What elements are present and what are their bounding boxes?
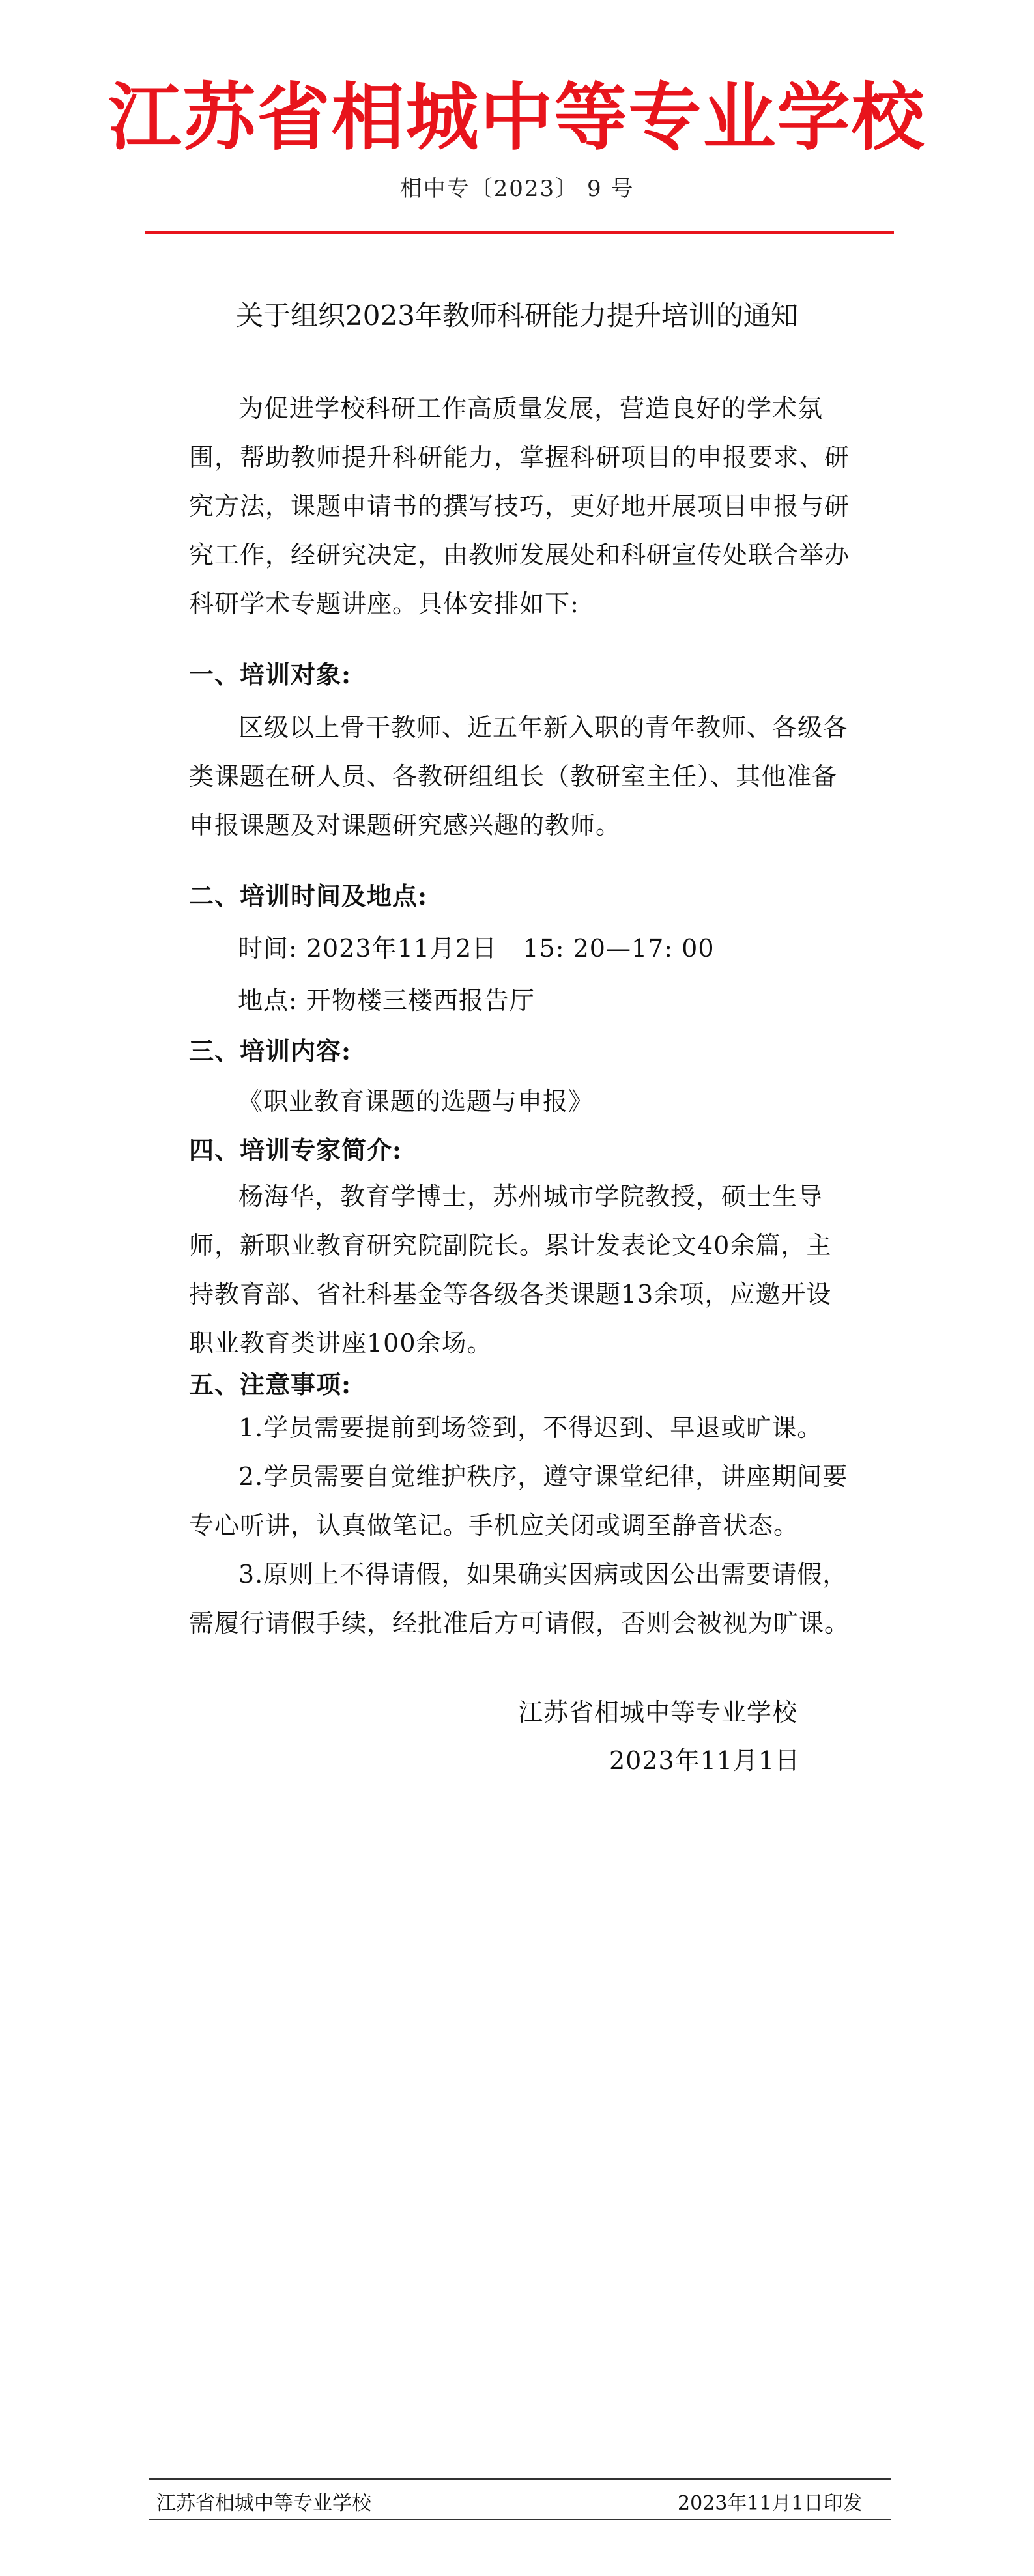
notes-list: [189, 1404, 854, 1648]
section-heading-notes: 五、注意事项:: [189, 1370, 352, 1399]
audience-text: 区级以上骨干教师、近五年新入职的青年教师、各级各类课题在研人员、各教研组组长（教研室主任）、其他准备申报课题及对课题研究感兴趣的教师。: [189, 713, 849, 840]
section-heading-expert: 四、培训专家简介:: [189, 1135, 403, 1165]
section-audience-body: [189, 703, 854, 850]
footer-bottom-rule: [149, 2519, 891, 2520]
masthead-red-rule: [145, 231, 894, 234]
section-heading-time-place: 二、培训时间及地点:: [189, 881, 428, 911]
note-item: 2.学员需要自觉维护秩序，遵守课堂纪律，讲座期间要专心听讲，认真做笔记。手机应关闭或调至静音状态。: [189, 1462, 848, 1540]
note-item: 1.学员需要提前到场签到，不得迟到、早退或旷课。: [238, 1413, 823, 1442]
masthead-school-name: 江苏省相城中等专业学校: [108, 75, 926, 160]
training-place: 地点: 开物楼三楼西报告厅: [238, 986, 535, 1015]
intro-paragraph: [189, 384, 854, 629]
note-item: 3.原则上不得请假，如果确实因病或因公出需要请假，需履行请假手续，经批准后方可请假，否则会被视为旷课。: [189, 1560, 850, 1637]
footer-top-rule: [149, 2478, 891, 2480]
section-heading-audience: 一、培训对象:: [189, 660, 352, 689]
footer-issuer: 江苏省相城中等专业学校: [156, 2492, 371, 2515]
training-content: 《职业教育课题的选题与申报》: [238, 1087, 594, 1116]
expert-text: 杨海华，教育学博士，苏州城市学院教授，硕士生导师，新职业教育研究院副院长。累计发表论文40余篇，主持教育部、省社科基金等各级各类课题13余项，应邀开设职业教育类讲座100余场。: [189, 1182, 832, 1357]
training-time: 时间: 2023年11月2日 15: 20—17: 00: [238, 934, 715, 963]
signature-school: 江苏省相城中等专业学校: [518, 1698, 798, 1727]
intro-text: 为促进学校科研工作高质量发展，营造良好的学术氛围，帮助教师提升科研能力，掌握科研项目的申报要求、研究方法，课题申请书的撰写技巧，更好地开展项目申报与研究工作，经研究决定，由教师发展处和科研宣传处联合举办科研学术专题讲座。具体安排如下:: [189, 394, 850, 618]
notice-title: 关于组织2023年教师科研能力提升培训的通知: [236, 300, 798, 332]
footer-issue-date: 2023年11月1日印发: [678, 2492, 863, 2515]
section-expert-body: [189, 1172, 854, 1368]
signature-date: 2023年11月1日: [609, 1746, 801, 1775]
section-heading-content: 三、培训内容:: [189, 1036, 352, 1066]
document-number: 相中专〔2023〕 9 号: [399, 176, 635, 202]
